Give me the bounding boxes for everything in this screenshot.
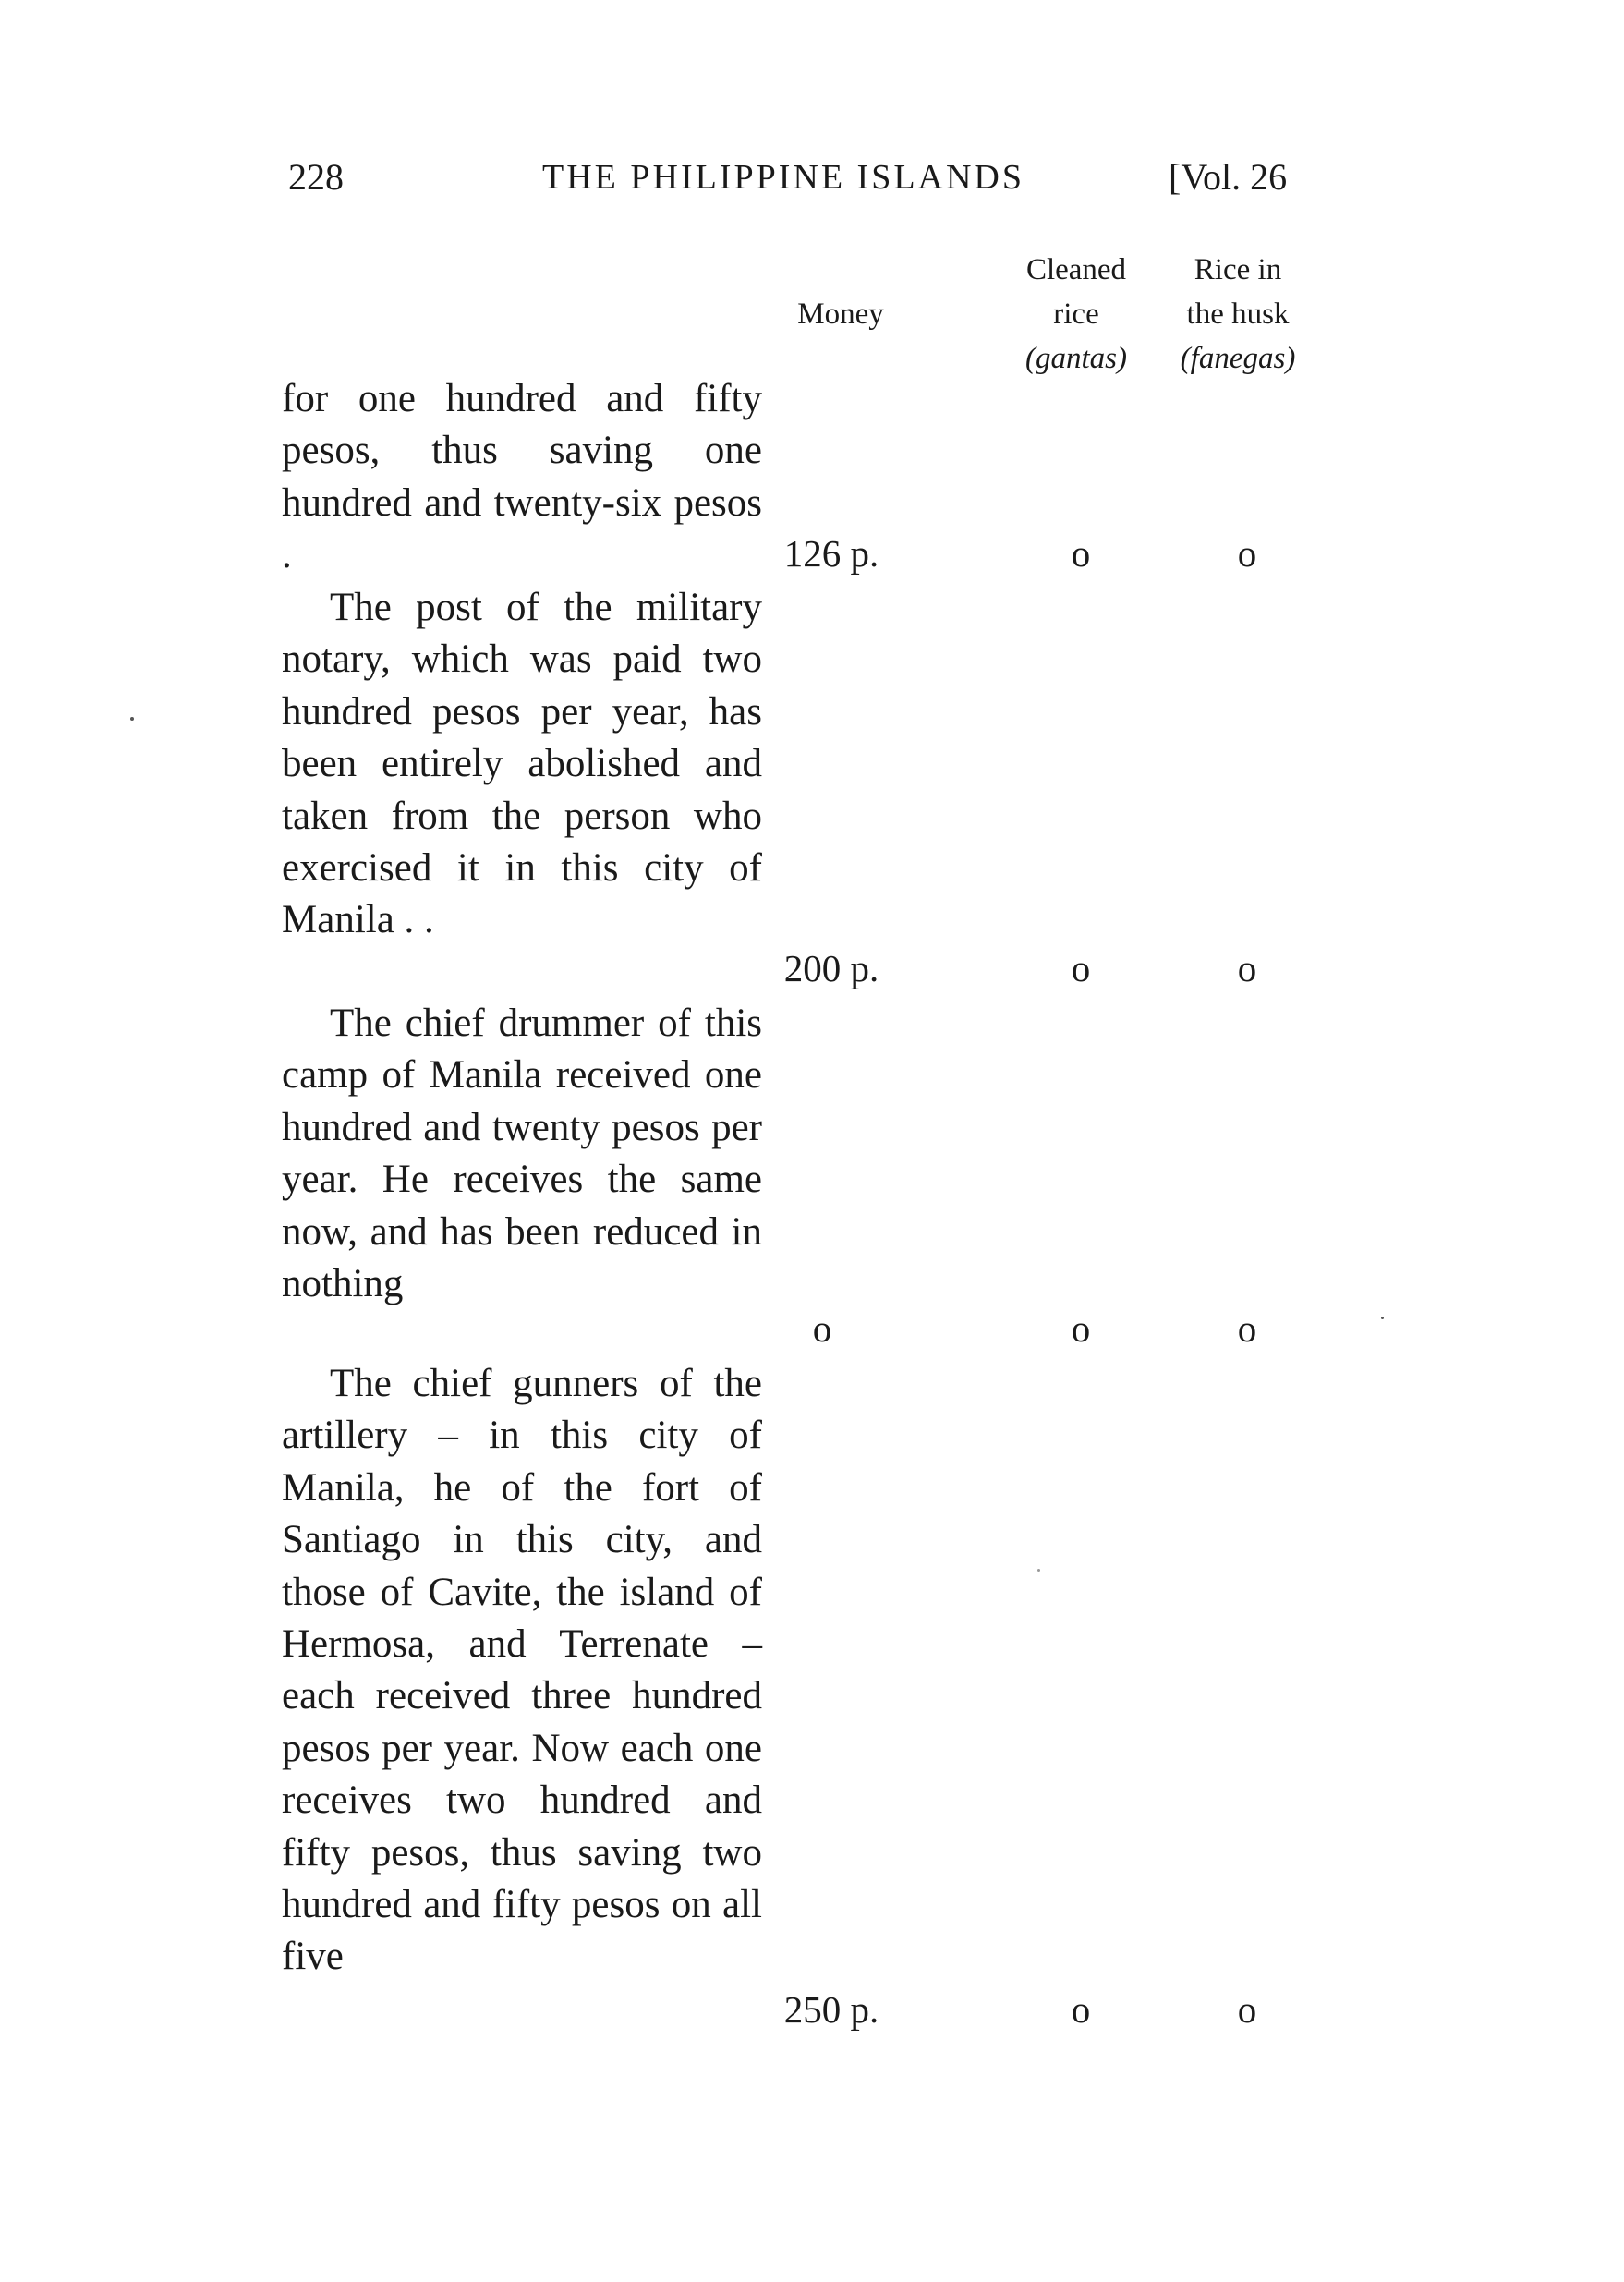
rice-in-husk-value: o (1237, 1988, 1257, 2031)
entry-text: The post of the military notary, which was paid two hundred pesos per year, has been entirely abolished and taken from the person who exercised it in this city of Manila . . (282, 586, 762, 942)
entry-text: The chief gunners of the artillery – in this city of Manila, he of the fort of Santiago in this city, and those of Cavite, the island of Hermosa, and Terrenate – each received three hundred pesos per year. Now each one receives two hundred and fifty pesos, thus saving two hundred and fifty pesos on all five (282, 1362, 762, 1979)
money-value: 250 p. (783, 1988, 879, 2031)
cleaned-rice-value: o (1071, 1307, 1091, 1350)
rice-in-husk-value: o (1237, 532, 1257, 575)
rice-in-husk-value: o (1237, 947, 1257, 989)
money-value: 200 p. (783, 947, 879, 989)
column-header-cleaned-rice-unit: (gantas) (1025, 342, 1127, 375)
column-header-cleaned-rice-line2: rice (1053, 297, 1099, 331)
scan-speck (1381, 1317, 1384, 1319)
rice-in-husk-value: o (1237, 1307, 1257, 1350)
column-header-cleaned-rice (984, 248, 1169, 381)
column-header-money (757, 292, 924, 336)
column-header-rice-in-husk-unit: (fanegas) (1180, 342, 1296, 375)
column-header-rice-in-husk-line2: the husk (1186, 297, 1290, 331)
cleaned-rice-value: o (1071, 1988, 1091, 2031)
column-header-rice-in-husk-line1: Rice in (1194, 253, 1282, 286)
entry-text: The chief drummer of this camp of Manila received one hundred and twenty pesos per year. He receives the same now, and has been reduced in nothing (282, 1001, 762, 1306)
ledger-entry-1 (282, 373, 762, 582)
ledger-entry-3 (282, 998, 762, 1310)
money-value: o (812, 1307, 832, 1350)
ledger-entry-4 (282, 1358, 762, 1984)
column-header-cleaned-rice-line1: Cleaned (1025, 253, 1127, 286)
scan-speck (1037, 1569, 1040, 1572)
volume-label: [Vol. 26 (1169, 156, 1288, 198)
money-value: 126 p. (783, 532, 879, 575)
cleaned-rice-value: o (1071, 947, 1091, 989)
column-header-rice-in-husk (1150, 248, 1326, 381)
column-header-money-label: Money (797, 297, 884, 331)
cleaned-rice-value: o (1071, 532, 1091, 575)
scan-speck (130, 717, 134, 721)
running-title: THE PHILIPPINE ISLANDS (542, 158, 1024, 197)
entry-text: for one hundred and fifty pesos, thus saving one hundred and twenty-six pesos . (282, 377, 762, 577)
ledger-entry-2 (282, 582, 762, 947)
page-number: 228 (288, 156, 344, 198)
